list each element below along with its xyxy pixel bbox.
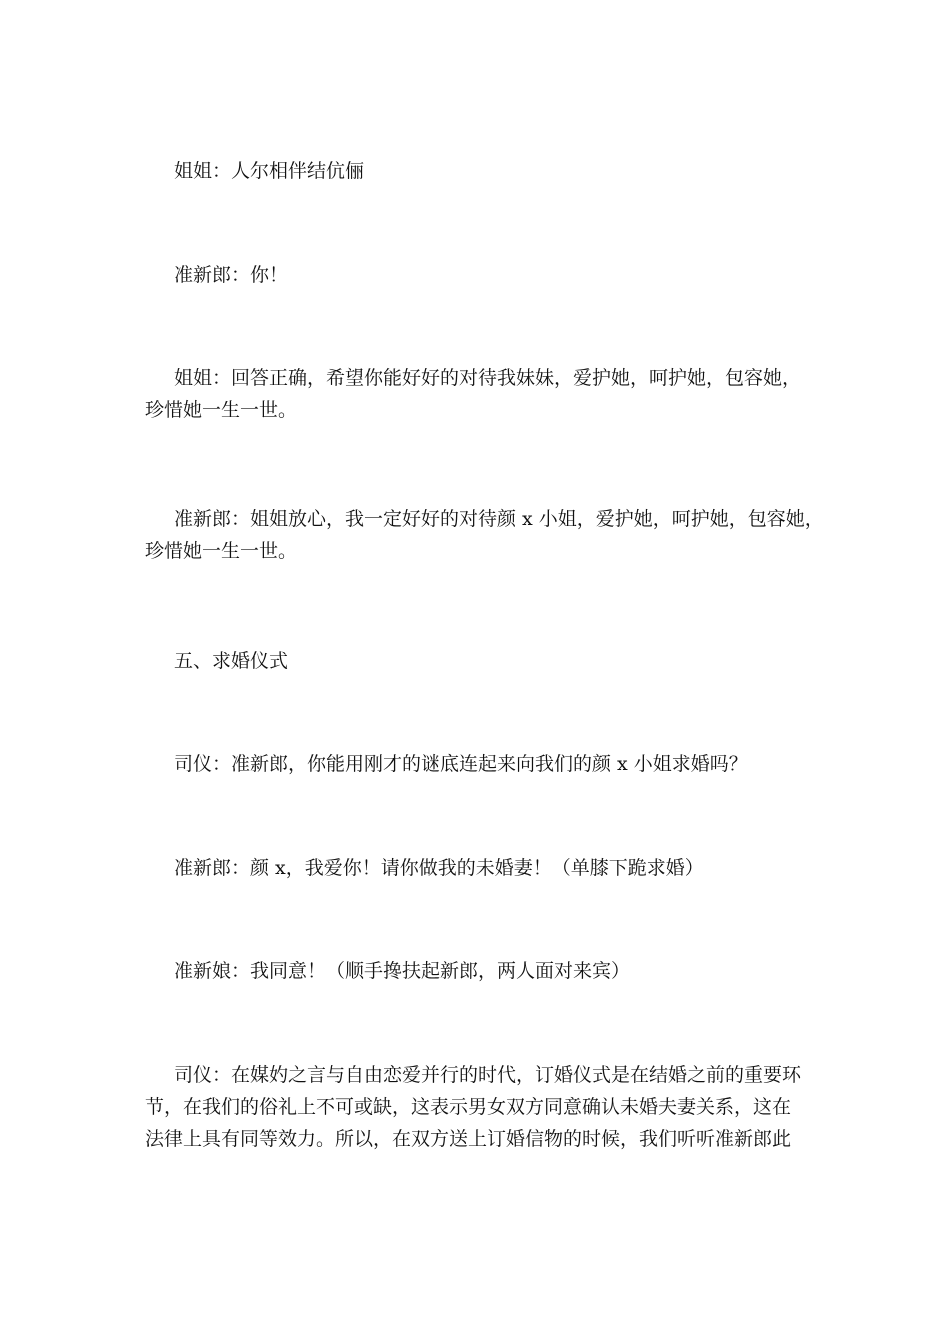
paragraph-line: 准新郎：颜 x，我爱你！请你做我的未婚妻！（单膝下跪求婚） <box>174 857 704 879</box>
paragraph-line: 准新娘：我同意！（顺手搀扶起新郎，两人面对来宾） <box>174 960 631 982</box>
paragraph-groom-answer <box>145 259 835 291</box>
paragraph-groom-promise <box>145 503 835 567</box>
paragraph-host-question <box>145 748 835 780</box>
paragraph-line: 姐姐：人尔相伴结伉俪 <box>174 160 365 182</box>
paragraph-line: 姐姐：回答正确，希望你能好好的对待我妹妹，爱护她，呵护她，包容她， <box>174 367 802 389</box>
paragraph-host-ceremony <box>145 1059 835 1155</box>
paragraph-bride-accept <box>145 955 835 987</box>
paragraph-line: 司仪：准新郎，你能用刚才的谜底连起来向我们的颜 x 小姐求婚吗？ <box>174 753 748 775</box>
paragraph-sister-correct <box>145 362 835 426</box>
paragraph-line: 五、求婚仪式 <box>174 650 289 672</box>
paragraph-line: 准新郎：姐姐放心，我一定好好的对待颜 x 小姐，爱护她，呵护她，包容她， <box>174 508 824 530</box>
paragraph-line: 珍惜她一生一世。 <box>145 540 298 562</box>
paragraph-groom-proposal <box>145 852 835 884</box>
section-heading-proposal <box>145 645 835 677</box>
paragraph-line: 珍惜她一生一世。 <box>145 399 298 421</box>
paragraph-line: 司仪：在媒妁之言与自由恋爱并行的时代，订婚仪式是在结婚之前的重要环 <box>174 1064 802 1086</box>
paragraph-sister-riddle <box>145 155 835 187</box>
paragraph-line: 法律上具有同等效力。所以，在双方送上订婚信物的时候，我们听听准新郎此 <box>145 1128 792 1150</box>
paragraph-line: 节，在我们的俗礼上不可或缺，这表示男女双方同意确认未婚夫妻关系，这在 <box>145 1096 792 1118</box>
paragraph-line: 准新郎：你！ <box>174 264 289 286</box>
